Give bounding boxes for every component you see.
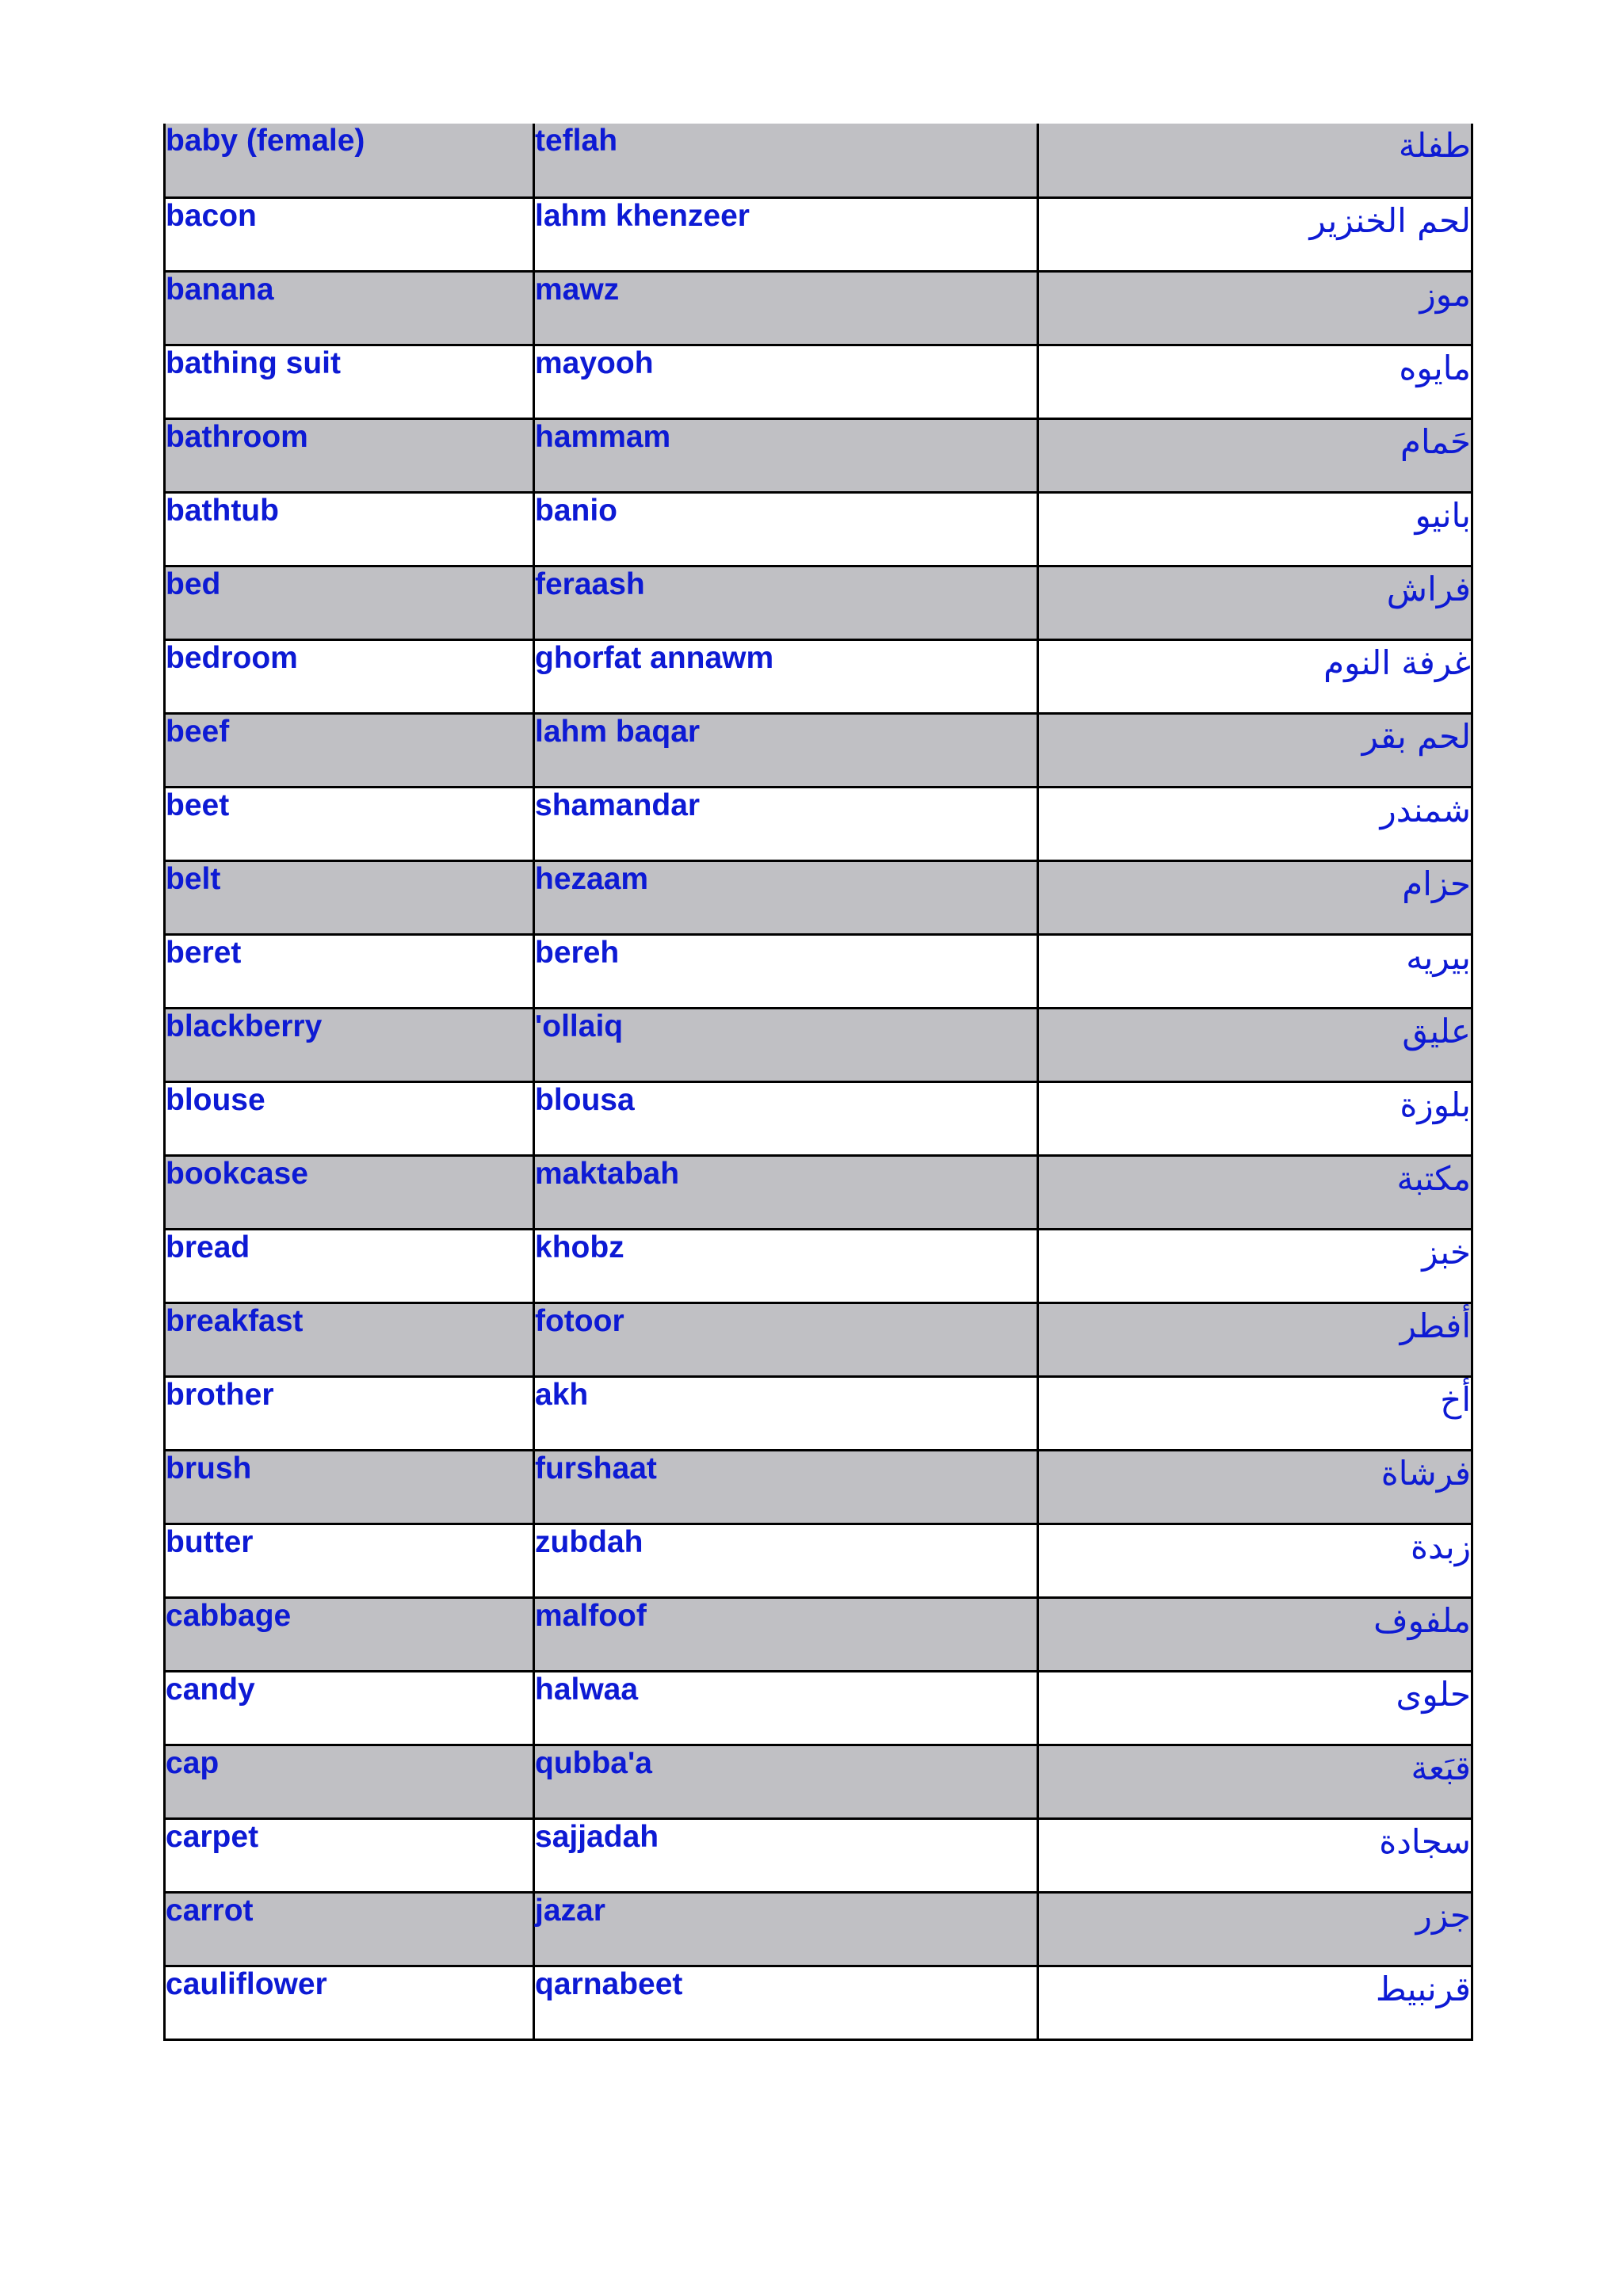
transliteration: qubba'a <box>534 1745 1038 1818</box>
table-row <box>165 1745 1472 1818</box>
arabic-word: بانيو <box>1038 492 1472 566</box>
table-row <box>165 1450 1472 1524</box>
arabic-word: بلوزة <box>1038 1081 1472 1155</box>
english-word: brother <box>165 1376 534 1450</box>
arabic-word: فراش <box>1038 566 1472 639</box>
english-word: butter <box>165 1524 534 1597</box>
table-row <box>165 1818 1472 1892</box>
transliteration: 'ollaiq <box>534 1008 1038 1081</box>
transliteration: blousa <box>534 1081 1038 1155</box>
arabic-word: طفلة <box>1038 124 1472 197</box>
english-word: bedroom <box>165 639 534 713</box>
table-row <box>165 1524 1472 1597</box>
arabic-word: لحم الخنزير <box>1038 197 1472 271</box>
arabic-word: فرشاة <box>1038 1450 1472 1524</box>
transliteration: jazar <box>534 1892 1038 1966</box>
table-row <box>165 1597 1472 1671</box>
transliteration: teflah <box>534 124 1038 197</box>
table-row <box>165 1302 1472 1376</box>
english-word: belt <box>165 860 534 934</box>
table-row <box>165 1966 1472 2039</box>
arabic-word: لحم بقر <box>1038 713 1472 787</box>
table-row <box>165 787 1472 860</box>
arabic-word: أفطر <box>1038 1302 1472 1376</box>
transliteration: banio <box>534 492 1038 566</box>
english-word: bookcase <box>165 1155 534 1229</box>
transliteration: lahm baqar <box>534 713 1038 787</box>
table-row <box>165 1376 1472 1450</box>
arabic-word: خبز <box>1038 1229 1472 1302</box>
arabic-word: أخ <box>1038 1376 1472 1450</box>
transliteration: bereh <box>534 934 1038 1008</box>
vocabulary-table <box>163 124 1473 2041</box>
arabic-word: قبَعة <box>1038 1745 1472 1818</box>
arabic-word: قرنبيط <box>1038 1966 1472 2039</box>
english-word: bathroom <box>165 418 534 492</box>
english-word: candy <box>165 1671 534 1745</box>
transliteration: khobz <box>534 1229 1038 1302</box>
transliteration: lahm khenzeer <box>534 197 1038 271</box>
arabic-word: حَمام <box>1038 418 1472 492</box>
english-word: blouse <box>165 1081 534 1155</box>
transliteration: halwaa <box>534 1671 1038 1745</box>
transliteration: sajjadah <box>534 1818 1038 1892</box>
transliteration: hammam <box>534 418 1038 492</box>
transliteration: mayooh <box>534 345 1038 418</box>
arabic-word: مكتبة <box>1038 1155 1472 1229</box>
arabic-word: موز <box>1038 271 1472 345</box>
english-word: baby (female) <box>165 124 534 197</box>
transliteration: malfoof <box>534 1597 1038 1671</box>
transliteration: furshaat <box>534 1450 1038 1524</box>
table-row <box>165 197 1472 271</box>
english-word: bathtub <box>165 492 534 566</box>
transliteration: shamandar <box>534 787 1038 860</box>
transliteration: mawz <box>534 271 1038 345</box>
transliteration: feraash <box>534 566 1038 639</box>
table-row <box>165 1008 1472 1081</box>
english-word: cabbage <box>165 1597 534 1671</box>
table-row <box>165 271 1472 345</box>
table-row <box>165 345 1472 418</box>
table-row <box>165 1155 1472 1229</box>
transliteration: akh <box>534 1376 1038 1450</box>
transliteration: zubdah <box>534 1524 1038 1597</box>
english-word: cap <box>165 1745 534 1818</box>
english-word: carrot <box>165 1892 534 1966</box>
english-word: blackberry <box>165 1008 534 1081</box>
english-word: bed <box>165 566 534 639</box>
transliteration: ghorfat annawm <box>534 639 1038 713</box>
arabic-word: شمندر <box>1038 787 1472 860</box>
table-row <box>165 1081 1472 1155</box>
transliteration: maktabah <box>534 1155 1038 1229</box>
table-row <box>165 1892 1472 1966</box>
english-word: bathing suit <box>165 345 534 418</box>
english-word: breakfast <box>165 1302 534 1376</box>
table-row <box>165 418 1472 492</box>
english-word: beet <box>165 787 534 860</box>
arabic-word: سجادة <box>1038 1818 1472 1892</box>
table-row <box>165 713 1472 787</box>
arabic-word: عليق <box>1038 1008 1472 1081</box>
vocabulary-table-body <box>165 124 1472 2039</box>
arabic-word: بيريه <box>1038 934 1472 1008</box>
arabic-word: ملفوف <box>1038 1597 1472 1671</box>
table-row <box>165 1671 1472 1745</box>
english-word: bacon <box>165 197 534 271</box>
arabic-word: غرفة النوم <box>1038 639 1472 713</box>
table-row <box>165 639 1472 713</box>
english-word: cauliflower <box>165 1966 534 2039</box>
table-row <box>165 566 1472 639</box>
english-word: bread <box>165 1229 534 1302</box>
transliteration: fotoor <box>534 1302 1038 1376</box>
arabic-word: مايوه <box>1038 345 1472 418</box>
english-word: beret <box>165 934 534 1008</box>
english-word: banana <box>165 271 534 345</box>
arabic-word: جزر <box>1038 1892 1472 1966</box>
transliteration: qarnabeet <box>534 1966 1038 2039</box>
table-row <box>165 124 1472 197</box>
table-row <box>165 860 1472 934</box>
transliteration: hezaam <box>534 860 1038 934</box>
table-row <box>165 492 1472 566</box>
english-word: brush <box>165 1450 534 1524</box>
arabic-word: حلوى <box>1038 1671 1472 1745</box>
arabic-word: زبدة <box>1038 1524 1472 1597</box>
english-word: beef <box>165 713 534 787</box>
table-row <box>165 934 1472 1008</box>
arabic-word: حزام <box>1038 860 1472 934</box>
table-row <box>165 1229 1472 1302</box>
english-word: carpet <box>165 1818 534 1892</box>
